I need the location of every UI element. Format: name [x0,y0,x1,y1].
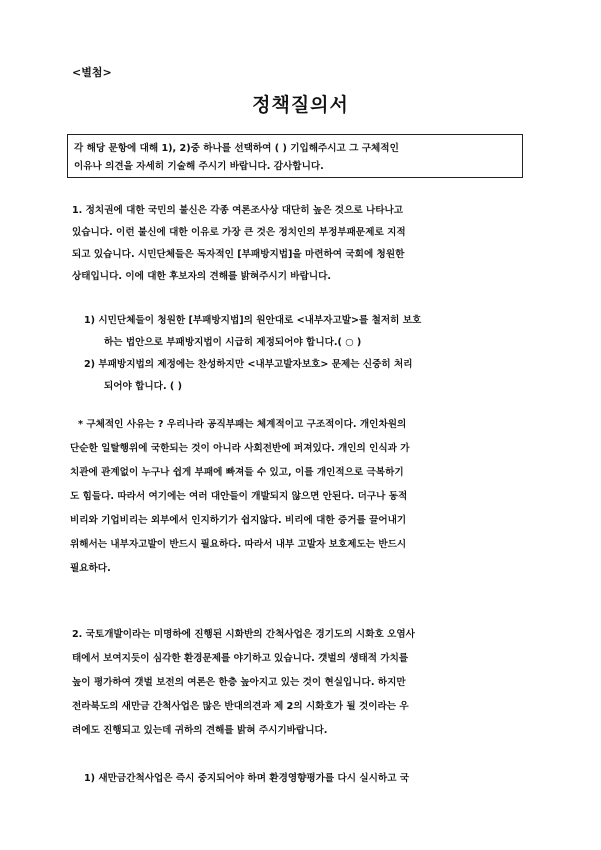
attachment-label: <별첨> [72,66,112,79]
q2-option-1: 1) 새만금간척사업은 즉시 중지되어야 하며 환경영향평가를 다시 실시하고 국 [84,773,410,784]
q1-reason-line: 필요하다. [70,563,111,574]
q1-body-line: 1. 정치권에 대한 국민의 불신은 각종 여론조사상 대단히 높은 것으로 나타나고 [72,205,404,216]
q1-body-line: 되고 있습니다. 시민단체들은 독자적인 [부패방지법]을 마련하여 국회에 청원한 [72,249,405,260]
q1-reason-line: 위해서는 내부자고발이 반드시 필요하다. 따라서 내부 고발자 보호제도는 반드시 [70,539,407,550]
q2-body-line: 높이 평가하여 갯벌 보전의 여론은 한층 높아지고 있는 것이 현실입니다. 하지만 [72,677,406,688]
instruction-line: 각 해당 문항에 대해 1), 2)중 하나를 선택하여 ( ) 기입해주시고 그 구체적인 [74,143,399,154]
q1-reason-line: 도 힘들다. 따라서 여기에는 여러 대안들이 개발되지 않으면 안된다. 더구나 동적 [70,491,408,502]
q1-option-1: 1) 시민단체들이 청원한 [부패방지법]의 원안대로 <내부자고발>를 철저히 보호 [84,315,422,326]
instruction-line: 이유나 의견을 자세히 기술해 주시기 바랍니다. 감사합니다. [74,161,324,172]
q1-body-line: 상태입니다. 이에 대한 후보자의 견해를 밝혀주시기 바랍니다. [72,271,332,282]
q1-body-line: 있습니다. 이런 불신에 대한 이유로 가장 큰 것은 정치인의 부정부패문제로 지적 [72,227,406,238]
q1-option-2-cont: 되어야 합니다. ( ) [104,381,183,392]
q2-body-line: 태에서 보여지듯이 심각한 환경문제를 야기하고 있습니다. 갯벌의 생태적 가치를 [72,653,409,664]
q1-reason-line: * 구체적인 사유는 ? 우리나라 공직부패는 체계적이고 구조적이다. 개인차원의 [78,419,407,430]
q1-option-2: 2) 부패방지법의 제정에는 찬성하지만 <내부고발자보호> 문제는 신중히 처리 [84,359,413,370]
q1-option-1-cont: 하는 법안으로 부패방지법이 시급히 제정되어야 합니다.( ○ ) [104,337,362,348]
q1-reason-line: 비리와 기업비리는 외부에서 인지하기가 쉽지않다. 비리에 대한 증거를 끌어내기 [70,515,407,526]
q2-body-line: 전라북도의 새만금 간척사업은 많은 반대의견과 제 2의 시화호가 될 것이라는 우 [72,701,409,712]
q1-reason-line: 치관에 관계없이 누구나 쉽게 부패에 빠져들 수 있고, 이를 개인적으로 극복하기 [70,467,404,478]
instruction-box [67,134,523,178]
q2-body-line: 려에도 진행되고 있는데 귀하의 견해를 밝혀 주시기바랍니다. [72,725,328,736]
q1-reason-line: 단순한 일탈행위에 국한되는 것이 아니라 사회전반에 퍼져있다. 개인의 인식과 가 [70,443,410,454]
q2-body-line: 2. 국토개발이라는 미명하에 진행된 시화반의 간척사업은 경기도의 시화호 오염사 [72,629,415,640]
page-title: 정책질의서 [252,94,349,116]
